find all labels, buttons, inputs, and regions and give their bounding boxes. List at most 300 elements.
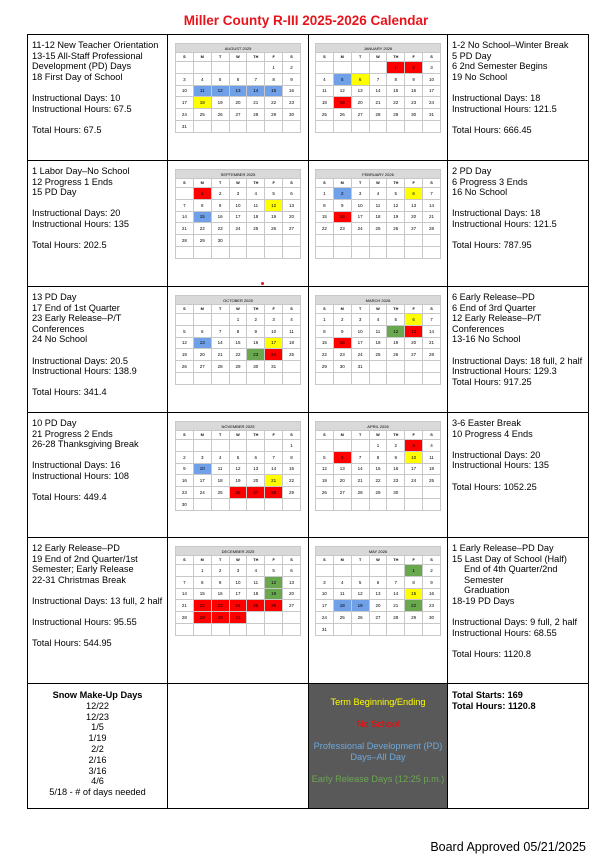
day-cell: 21 <box>176 600 194 612</box>
day-cell: 19 <box>316 475 334 487</box>
day-cell <box>247 623 265 635</box>
day-cell: 4 <box>316 73 334 85</box>
right-notes <box>448 538 589 684</box>
day-cell: 25 <box>423 475 441 487</box>
day-cell: 27 <box>405 223 423 235</box>
day-cell: 2 <box>333 188 351 200</box>
weekday-label: M <box>333 53 351 62</box>
note-line: 22-31 Christmas Break <box>32 574 126 585</box>
day-cell: 16 <box>211 211 229 223</box>
day-cell: 30 <box>423 612 441 624</box>
day-cell <box>333 623 351 635</box>
day-cell <box>405 361 423 373</box>
weekday-label: F <box>265 305 283 314</box>
day-cell: 15 <box>229 337 247 349</box>
day-cell: 26 <box>176 361 194 373</box>
day-cell: 26 <box>387 223 405 235</box>
day-cell <box>351 62 369 74</box>
weekday-label: S <box>283 556 301 565</box>
note-line: 12 Progress 1 Ends <box>32 176 113 187</box>
day-cell <box>265 440 283 452</box>
day-cell <box>265 235 283 247</box>
day-cell: 27 <box>405 349 423 361</box>
day-cell: 7 <box>176 199 194 211</box>
day-cell: 1 <box>193 188 211 200</box>
weekday-label: S <box>316 431 334 440</box>
day-cell: 18 <box>283 337 301 349</box>
day-cell: 27 <box>351 109 369 121</box>
day-cell: 8 <box>229 325 247 337</box>
note-line <box>32 607 163 618</box>
day-cell <box>423 623 441 635</box>
page-title: Miller County R-III 2025-2026 Calendar <box>183 13 429 28</box>
day-cell <box>176 314 194 326</box>
day-cell: 8 <box>316 325 334 337</box>
day-cell: 1 <box>265 62 283 74</box>
note-line: Instructional Hours: 108 <box>32 470 130 481</box>
month-header: DECEMBER 2025 <box>176 547 301 556</box>
day-cell: 1 <box>387 62 405 74</box>
day-cell: 11 <box>369 199 387 211</box>
day-cell: 6 <box>405 188 423 200</box>
weekday-label: M <box>333 556 351 565</box>
day-cell <box>351 235 369 247</box>
day-cell <box>193 372 211 384</box>
day-cell <box>247 440 265 452</box>
day-cell: 20 <box>333 475 351 487</box>
day-cell <box>351 498 369 510</box>
day-cell <box>211 440 229 452</box>
day-cell: 19 <box>211 97 229 109</box>
day-cell: 18 <box>369 211 387 223</box>
day-cell: 26 <box>316 487 334 499</box>
weekday-label: W <box>229 179 247 188</box>
day-cell: 27 <box>283 223 301 235</box>
day-cell: 22 <box>405 600 423 612</box>
day-cell: 25 <box>247 600 265 612</box>
day-cell: 2 <box>405 62 423 74</box>
day-cell: 1 <box>229 314 247 326</box>
day-cell <box>193 440 211 452</box>
day-cell: 11 <box>316 85 334 97</box>
day-cell: 30 <box>211 612 229 624</box>
day-cell <box>405 498 423 510</box>
month-header: APRIL 2026 <box>316 422 441 431</box>
day-cell: 5 <box>387 188 405 200</box>
day-cell: 6 <box>405 314 423 326</box>
weekday-label: T <box>351 53 369 62</box>
note-line: Total Hours: 202.5 <box>32 240 107 251</box>
snow-date: 1/19 <box>88 733 107 744</box>
day-cell: 10 <box>193 463 211 475</box>
day-cell <box>333 372 351 384</box>
day-cell <box>229 623 247 635</box>
day-cell <box>211 372 229 384</box>
day-cell <box>351 246 369 258</box>
day-cell: 17 <box>423 85 441 97</box>
day-cell: 10 <box>176 85 194 97</box>
note-line <box>32 377 163 388</box>
weekday-label: F <box>265 431 283 440</box>
day-cell: 29 <box>387 109 405 121</box>
day-cell: 25 <box>333 612 351 624</box>
day-cell <box>211 120 229 132</box>
left-calendar <box>168 287 309 413</box>
day-cell <box>351 372 369 384</box>
day-cell <box>316 565 334 577</box>
day-cell <box>193 314 211 326</box>
day-cell: 22 <box>193 600 211 612</box>
day-cell: 20 <box>283 588 301 600</box>
day-cell: 17 <box>229 588 247 600</box>
day-cell: 19 <box>229 475 247 487</box>
note-line: Instructional Hours: 68.55 <box>452 627 557 638</box>
total-starts: Total Starts: 169 <box>452 690 523 700</box>
day-cell: 10 <box>351 325 369 337</box>
day-cell: 15 <box>405 588 423 600</box>
day-cell: 30 <box>333 361 351 373</box>
day-cell: 11 <box>333 588 351 600</box>
day-cell <box>333 120 351 132</box>
day-cell: 11 <box>211 463 229 475</box>
day-cell: 4 <box>211 451 229 463</box>
weekday-label: W <box>229 431 247 440</box>
day-cell: 22 <box>229 349 247 361</box>
day-cell: 27 <box>283 600 301 612</box>
note-line: 12 Early Release–PD <box>32 543 120 553</box>
day-cell <box>229 246 247 258</box>
day-cell: 23 <box>211 223 229 235</box>
day-cell <box>193 62 211 74</box>
note-line: Instructional Days: 9 full, 2 half <box>452 617 578 628</box>
weekday-label: S <box>423 305 441 314</box>
day-cell: 14 <box>176 211 194 223</box>
note-line: 2 PD Day <box>452 166 492 176</box>
day-cell <box>333 440 351 452</box>
day-cell: 11 <box>247 199 265 211</box>
day-cell: 28 <box>176 235 194 247</box>
day-cell <box>387 235 405 247</box>
day-cell <box>423 372 441 384</box>
day-cell <box>229 62 247 74</box>
left-calendar <box>168 538 309 684</box>
note-line: Instructional Days: 18 full, 2 half <box>452 355 583 366</box>
day-cell: 3 <box>176 73 194 85</box>
weekday-label: TH <box>247 53 265 62</box>
weekday-label: M <box>193 179 211 188</box>
day-cell: 4 <box>247 565 265 577</box>
month-calendar <box>315 295 441 385</box>
day-cell: 24 <box>351 223 369 235</box>
day-cell: 1 <box>405 565 423 577</box>
weekday-label: S <box>423 179 441 188</box>
day-cell <box>369 120 387 132</box>
day-cell: 14 <box>387 588 405 600</box>
day-cell <box>405 372 423 384</box>
day-cell: 13 <box>405 325 423 337</box>
day-cell: 27 <box>229 109 247 121</box>
day-cell: 8 <box>369 451 387 463</box>
day-cell: 17 <box>351 211 369 223</box>
day-cell: 30 <box>387 487 405 499</box>
snow-date: 12/23 <box>86 711 109 722</box>
month-header: JANUARY 2026 <box>316 44 441 53</box>
note-line <box>32 585 163 596</box>
day-cell: 12 <box>351 588 369 600</box>
note-line: Instructional Hours: 121.5 <box>452 218 557 229</box>
day-cell: 29 <box>405 612 423 624</box>
note-line: 10 Progress 4 Ends <box>452 428 533 439</box>
day-cell: 14 <box>351 463 369 475</box>
day-cell <box>247 612 265 624</box>
weekday-label: S <box>423 431 441 440</box>
day-cell: 13 <box>369 588 387 600</box>
weekday-label: TH <box>387 305 405 314</box>
note-line <box>32 450 163 461</box>
month-calendar <box>175 169 301 259</box>
day-cell: 9 <box>387 451 405 463</box>
day-cell <box>176 246 194 258</box>
note-line: 1-2 No School–Winter Break <box>452 40 569 50</box>
day-cell <box>333 235 351 247</box>
note-line: 13 PD Day <box>32 292 77 302</box>
day-cell: 4 <box>283 314 301 326</box>
day-cell: 15 <box>316 337 334 349</box>
day-cell: 6 <box>193 325 211 337</box>
note-line <box>32 345 163 356</box>
weekday-label: S <box>283 305 301 314</box>
day-cell: 16 <box>247 337 265 349</box>
day-cell: 19 <box>351 600 369 612</box>
weekday-label: F <box>265 179 283 188</box>
day-cell: 16 <box>176 475 194 487</box>
day-cell: 31 <box>351 361 369 373</box>
day-cell <box>283 498 301 510</box>
note-line: Total Hours: 544.95 <box>32 638 112 649</box>
weekday-label: F <box>405 179 423 188</box>
note-line: 19 No School <box>452 71 508 82</box>
day-cell: 30 <box>176 498 194 510</box>
day-cell: 13 <box>229 85 247 97</box>
weekday-label: TH <box>247 431 265 440</box>
day-cell: 5 <box>316 451 334 463</box>
day-cell: 9 <box>423 576 441 588</box>
note-line <box>32 114 163 125</box>
note-line <box>32 82 163 93</box>
day-cell: 15 <box>283 463 301 475</box>
legend-item: Early Release Days (12:25 p.m.) <box>311 773 445 784</box>
day-cell <box>283 120 301 132</box>
day-cell: 31 <box>176 120 194 132</box>
note-line: Total Hours: 1120.8 <box>452 648 531 659</box>
day-cell: 26 <box>351 612 369 624</box>
day-cell: 19 <box>265 211 283 223</box>
day-cell: 23 <box>405 97 423 109</box>
day-cell: 27 <box>193 361 211 373</box>
day-cell <box>229 372 247 384</box>
day-cell: 18 <box>316 97 334 109</box>
day-cell: 17 <box>265 337 283 349</box>
day-cell: 6 <box>247 451 265 463</box>
day-cell <box>369 246 387 258</box>
left-calendar <box>168 35 309 161</box>
day-cell: 25 <box>211 487 229 499</box>
day-cell: 19 <box>333 97 351 109</box>
day-cell: 15 <box>316 211 334 223</box>
day-cell <box>193 623 211 635</box>
month-calendar <box>315 421 441 511</box>
day-cell: 25 <box>369 349 387 361</box>
day-cell: 10 <box>229 199 247 211</box>
note-line: 26-28 Thanksgiving Break <box>32 439 139 450</box>
day-cell <box>229 440 247 452</box>
weekday-label: W <box>369 305 387 314</box>
day-cell: 27 <box>369 612 387 624</box>
day-cell: 3 <box>351 314 369 326</box>
day-cell: 4 <box>247 188 265 200</box>
day-cell <box>405 246 423 258</box>
note-line <box>452 114 584 125</box>
day-cell <box>351 440 369 452</box>
day-cell: 24 <box>351 349 369 361</box>
weekday-label: S <box>283 53 301 62</box>
day-cell: 16 <box>283 85 301 97</box>
day-cell <box>247 62 265 74</box>
day-cell: 29 <box>193 235 211 247</box>
weekday-label: S <box>283 431 301 440</box>
day-cell: 6 <box>283 188 301 200</box>
day-cell <box>423 487 441 499</box>
day-cell: 22 <box>283 475 301 487</box>
day-cell <box>423 120 441 132</box>
day-cell: 3 <box>229 188 247 200</box>
day-cell: 26 <box>229 487 247 499</box>
right-notes <box>448 413 589 538</box>
day-cell <box>211 246 229 258</box>
day-cell: 23 <box>333 223 351 235</box>
day-cell: 20 <box>369 600 387 612</box>
day-cell: 28 <box>351 487 369 499</box>
note-line: 5 PD Day <box>452 50 492 61</box>
day-cell: 2 <box>333 314 351 326</box>
day-cell: 31 <box>316 623 334 635</box>
note-line: Total Hours: 917.25 <box>452 376 532 387</box>
day-cell: 26 <box>265 223 283 235</box>
day-cell: 28 <box>423 223 441 235</box>
day-cell: 5 <box>176 325 194 337</box>
day-cell: 5 <box>333 73 351 85</box>
day-cell: 9 <box>176 463 194 475</box>
note-line <box>452 230 584 241</box>
note-line: Instructional Days: 18 <box>452 92 541 103</box>
day-cell <box>265 372 283 384</box>
day-cell: 19 <box>387 337 405 349</box>
day-cell <box>316 120 334 132</box>
summary-row <box>28 684 589 809</box>
day-cell <box>423 361 441 373</box>
day-cell: 3 <box>193 451 211 463</box>
day-cell: 9 <box>211 576 229 588</box>
weekday-label: S <box>176 556 194 565</box>
left-calendar <box>168 161 309 287</box>
day-cell: 23 <box>283 97 301 109</box>
day-cell: 28 <box>423 349 441 361</box>
day-cell <box>176 440 194 452</box>
right-notes <box>448 287 589 413</box>
weekday-label: S <box>316 179 334 188</box>
day-cell: 18 <box>211 475 229 487</box>
day-cell: 26 <box>387 349 405 361</box>
day-cell: 13 <box>405 199 423 211</box>
weekday-label: TH <box>247 305 265 314</box>
note-line <box>452 638 584 649</box>
day-cell: 19 <box>265 588 283 600</box>
weekday-label: W <box>369 179 387 188</box>
day-cell: 10 <box>423 73 441 85</box>
day-cell: 22 <box>316 223 334 235</box>
day-cell: 7 <box>423 188 441 200</box>
day-cell <box>387 372 405 384</box>
day-cell <box>405 120 423 132</box>
day-cell: 17 <box>405 463 423 475</box>
left-notes <box>28 35 168 161</box>
month-calendar <box>315 546 441 636</box>
day-cell <box>316 498 334 510</box>
note-line: Instructional Hours: 95.55 <box>32 617 137 628</box>
day-cell: 16 <box>333 337 351 349</box>
day-cell: 17 <box>229 211 247 223</box>
month-calendar <box>315 43 441 133</box>
day-cell: 29 <box>265 109 283 121</box>
weekday-label: TH <box>387 431 405 440</box>
day-cell <box>387 120 405 132</box>
day-cell: 9 <box>283 73 301 85</box>
day-cell <box>247 246 265 258</box>
day-cell: 22 <box>316 349 334 361</box>
weekday-label: S <box>423 53 441 62</box>
day-cell: 24 <box>229 223 247 235</box>
note-line <box>452 607 584 618</box>
month-header: AUGUST 2025 <box>176 44 301 53</box>
day-cell <box>316 62 334 74</box>
totals <box>448 684 589 809</box>
day-cell: 5 <box>387 314 405 326</box>
weekday-label: T <box>211 305 229 314</box>
month-row <box>28 35 589 161</box>
day-cell <box>333 498 351 510</box>
day-cell: 6 <box>283 565 301 577</box>
right-calendar <box>309 538 448 684</box>
day-cell: 1 <box>316 314 334 326</box>
weekday-label: F <box>405 556 423 565</box>
day-cell: 22 <box>265 97 283 109</box>
day-cell: 12 <box>211 85 229 97</box>
note-line: 15 PD Day <box>32 187 77 198</box>
day-cell <box>405 487 423 499</box>
day-cell: 31 <box>229 612 247 624</box>
day-cell: 12 <box>387 325 405 337</box>
note-line: 13-16 No School <box>452 334 521 345</box>
day-cell <box>176 565 194 577</box>
note-line: 18 First Day of School <box>32 71 123 82</box>
weekday-label: M <box>193 431 211 440</box>
day-cell: 7 <box>211 325 229 337</box>
day-cell: 29 <box>193 612 211 624</box>
day-cell: 16 <box>387 463 405 475</box>
snow-date: 2/2 <box>91 743 104 754</box>
day-cell <box>247 120 265 132</box>
day-cell: 8 <box>405 576 423 588</box>
